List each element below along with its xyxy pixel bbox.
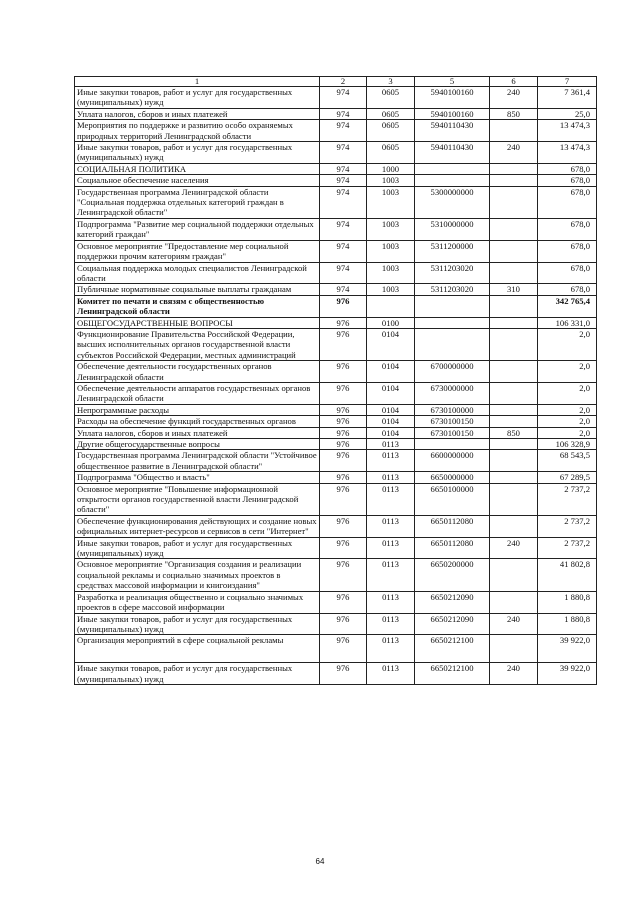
row-admin-code-cell: 976 xyxy=(320,427,367,438)
table-row xyxy=(75,142,597,164)
row-section-code-cell: 1003 xyxy=(367,186,415,218)
row-name-cell: Основное мероприятие "Предоставление мер социальной поддержки прочим категориям граждан" xyxy=(75,240,320,262)
row-expense-type-cell: 850 xyxy=(490,108,538,119)
row-name-cell: ОБЩЕГОСУДАРСТВЕННЫЕ ВОПРОСЫ xyxy=(75,317,320,328)
table-row xyxy=(75,108,597,119)
row-target-code-cell: 5311203020 xyxy=(415,284,490,295)
table-row xyxy=(75,427,597,438)
row-section-code-cell: 0104 xyxy=(367,404,415,415)
row-admin-code-cell: 976 xyxy=(320,439,367,450)
row-target-code-cell: 6650000000 xyxy=(415,472,490,483)
row-section-code-cell: 1003 xyxy=(367,175,415,186)
row-amount-cell: 106 331,0 xyxy=(538,317,597,328)
header-col-3: 3 xyxy=(367,77,415,87)
row-amount-cell: 678,0 xyxy=(538,175,597,186)
table-row xyxy=(75,537,597,559)
row-expense-type-cell xyxy=(490,591,538,613)
row-expense-type-cell xyxy=(490,439,538,450)
row-expense-type-cell: 310 xyxy=(490,284,538,295)
row-expense-type-cell xyxy=(490,361,538,383)
row-section-code-cell: 0605 xyxy=(367,87,415,109)
table-row xyxy=(75,559,597,591)
row-section-code-cell: 0113 xyxy=(367,439,415,450)
row-section-code-cell: 0605 xyxy=(367,108,415,119)
row-amount-cell: 2,0 xyxy=(538,427,597,438)
row-section-code-cell: 0113 xyxy=(367,613,415,635)
row-name-cell: СОЦИАЛЬНАЯ ПОЛИТИКА xyxy=(75,163,320,174)
row-admin-code-cell: 976 xyxy=(320,450,367,472)
row-admin-code-cell: 976 xyxy=(320,295,367,317)
row-target-code-cell xyxy=(415,163,490,174)
row-name-cell: Обеспечение деятельности государственных органов Ленинградской области xyxy=(75,361,320,383)
row-target-code-cell: 6650112080 xyxy=(415,515,490,537)
row-amount-cell: 7 361,4 xyxy=(538,87,597,109)
row-section-code-cell: 0113 xyxy=(367,559,415,591)
table-row xyxy=(75,483,597,515)
row-expense-type-cell xyxy=(490,450,538,472)
row-admin-code-cell: 976 xyxy=(320,361,367,383)
table-row xyxy=(75,328,597,360)
row-amount-cell: 67 289,5 xyxy=(538,472,597,483)
row-target-code-cell xyxy=(415,328,490,360)
row-amount-cell: 2,0 xyxy=(538,382,597,404)
row-expense-type-cell xyxy=(490,472,538,483)
row-amount-cell: 678,0 xyxy=(538,240,597,262)
row-section-code-cell: 0113 xyxy=(367,537,415,559)
row-target-code-cell xyxy=(415,317,490,328)
row-amount-cell: 13 474,3 xyxy=(538,142,597,164)
row-admin-code-cell: 976 xyxy=(320,613,367,635)
table-row xyxy=(75,472,597,483)
row-admin-code-cell: 976 xyxy=(320,416,367,427)
row-name-cell: Подпрограмма "Общество и власть" xyxy=(75,472,320,483)
row-name-cell: Социальное обеспечение населения xyxy=(75,175,320,186)
row-admin-code-cell: 976 xyxy=(320,663,367,685)
row-target-code-cell: 6650212090 xyxy=(415,613,490,635)
budget-table xyxy=(74,76,597,685)
row-expense-type-cell xyxy=(490,416,538,427)
row-name-cell: Иные закупки товаров, работ и услуг для государственных (муниципальных) нужд xyxy=(75,613,320,635)
row-section-code-cell: 0113 xyxy=(367,591,415,613)
row-admin-code-cell: 974 xyxy=(320,218,367,240)
row-amount-cell: 41 802,8 xyxy=(538,559,597,591)
row-expense-type-cell: 240 xyxy=(490,537,538,559)
row-target-code-cell: 5940110430 xyxy=(415,142,490,164)
row-name-cell: Обеспечение функционирования действующих и создание новых официальных интернет-ресурсов и сервисов в сети "Интернет" xyxy=(75,515,320,537)
table-row xyxy=(75,87,597,109)
row-target-code-cell: 5311200000 xyxy=(415,240,490,262)
table-row xyxy=(75,515,597,537)
row-amount-cell: 25,0 xyxy=(538,108,597,119)
row-amount-cell: 2,0 xyxy=(538,404,597,415)
row-name-cell: Другие общегосударственные вопросы xyxy=(75,439,320,450)
row-amount-cell: 2 737,2 xyxy=(538,515,597,537)
row-name-cell: Подпрограмма "Развитие мер социальной поддержки отдельных категорий граждан" xyxy=(75,218,320,240)
table-row xyxy=(75,439,597,450)
row-admin-code-cell: 976 xyxy=(320,635,367,663)
row-target-code-cell: 6700000000 xyxy=(415,361,490,383)
row-amount-cell: 678,0 xyxy=(538,163,597,174)
row-section-code-cell: 1000 xyxy=(367,163,415,174)
table-row xyxy=(75,450,597,472)
row-target-code-cell: 6730100000 xyxy=(415,404,490,415)
row-name-cell: Иные закупки товаров, работ и услуг для государственных (муниципальных) нужд xyxy=(75,142,320,164)
row-target-code-cell: 6650212100 xyxy=(415,635,490,663)
row-expense-type-cell xyxy=(490,483,538,515)
table-row xyxy=(75,120,597,142)
row-admin-code-cell: 974 xyxy=(320,262,367,284)
row-name-cell: Иные закупки товаров, работ и услуг для государственных (муниципальных) нужд xyxy=(75,87,320,109)
row-expense-type-cell: 240 xyxy=(490,142,538,164)
row-name-cell: Комитет по печати и связям с общественностью Ленинградской области xyxy=(75,295,320,317)
row-expense-type-cell xyxy=(490,262,538,284)
row-admin-code-cell: 976 xyxy=(320,404,367,415)
row-admin-code-cell: 976 xyxy=(320,472,367,483)
row-name-cell: Основное мероприятие "Организация создания и реализации социальной рекламы и социально значимых проектов в средствах массовой информации и книгоиздания" xyxy=(75,559,320,591)
row-target-code-cell: 5940100160 xyxy=(415,87,490,109)
table-row xyxy=(75,262,597,284)
row-admin-code-cell: 974 xyxy=(320,120,367,142)
table-row xyxy=(75,635,597,663)
row-name-cell: Социальная поддержка молодых специалистов Ленинградской области xyxy=(75,262,320,284)
table-row xyxy=(75,613,597,635)
row-expense-type-cell: 240 xyxy=(490,663,538,685)
row-section-code-cell: 0113 xyxy=(367,515,415,537)
budget-table-body xyxy=(75,77,597,685)
row-amount-cell: 2 737,2 xyxy=(538,483,597,515)
table-row xyxy=(75,382,597,404)
row-target-code-cell: 6730100150 xyxy=(415,427,490,438)
row-admin-code-cell: 974 xyxy=(320,108,367,119)
table-row xyxy=(75,295,597,317)
row-expense-type-cell: 240 xyxy=(490,87,538,109)
row-section-code-cell: 0113 xyxy=(367,472,415,483)
table-row xyxy=(75,218,597,240)
row-admin-code-cell: 974 xyxy=(320,284,367,295)
row-amount-cell: 1 880,8 xyxy=(538,591,597,613)
header-col-2: 2 xyxy=(320,77,367,87)
row-admin-code-cell: 976 xyxy=(320,483,367,515)
row-name-cell: Мероприятия по поддержке и развитию особо охраняемых природных территорий Ленинградской области xyxy=(75,120,320,142)
row-name-cell: Уплата налогов, сборов и иных платежей xyxy=(75,427,320,438)
row-amount-cell: 342 765,4 xyxy=(538,295,597,317)
row-name-cell: Основное мероприятие "Повышение информационной открытости органов государственной власти Ленинградской области" xyxy=(75,483,320,515)
row-expense-type-cell: 850 xyxy=(490,427,538,438)
row-name-cell: Иные закупки товаров, работ и услуг для государственных (муниципальных) нужд xyxy=(75,537,320,559)
row-amount-cell: 39 922,0 xyxy=(538,635,597,663)
table-row xyxy=(75,163,597,174)
row-target-code-cell: 5940100160 xyxy=(415,108,490,119)
row-section-code-cell: 0605 xyxy=(367,120,415,142)
row-target-code-cell: 6730000000 xyxy=(415,382,490,404)
row-admin-code-cell: 976 xyxy=(320,537,367,559)
table-row xyxy=(75,591,597,613)
row-section-code-cell: 0605 xyxy=(367,142,415,164)
row-expense-type-cell xyxy=(490,175,538,186)
row-expense-type-cell: 240 xyxy=(490,613,538,635)
row-name-cell: Публичные нормативные социальные выплаты гражданам xyxy=(75,284,320,295)
row-section-code-cell: 0113 xyxy=(367,635,415,663)
row-expense-type-cell xyxy=(490,515,538,537)
row-amount-cell: 39 922,0 xyxy=(538,663,597,685)
row-target-code-cell: 5300000000 xyxy=(415,186,490,218)
row-name-cell: Государственная программа Ленинградской области "Устойчивое общественное развитие в Ленинградской области" xyxy=(75,450,320,472)
row-expense-type-cell xyxy=(490,240,538,262)
row-amount-cell: 2,0 xyxy=(538,416,597,427)
row-amount-cell: 106 328,9 xyxy=(538,439,597,450)
row-amount-cell: 678,0 xyxy=(538,186,597,218)
row-admin-code-cell: 974 xyxy=(320,186,367,218)
row-target-code-cell: 5311203020 xyxy=(415,262,490,284)
row-expense-type-cell xyxy=(490,120,538,142)
table-row xyxy=(75,284,597,295)
header-col-1: 1 xyxy=(75,77,320,87)
header-row xyxy=(75,77,597,87)
row-admin-code-cell: 976 xyxy=(320,559,367,591)
row-name-cell: Государственная программа Ленинградской области "Социальная поддержка отдельных категорий граждан в Ленинградской области" xyxy=(75,186,320,218)
row-name-cell: Организация мероприятий в сфере социальной рекламы xyxy=(75,635,320,663)
row-section-code-cell: 0104 xyxy=(367,382,415,404)
row-target-code-cell: 6650100000 xyxy=(415,483,490,515)
table-row xyxy=(75,175,597,186)
table-row xyxy=(75,186,597,218)
row-section-code-cell: 0104 xyxy=(367,416,415,427)
row-amount-cell: 2,0 xyxy=(538,328,597,360)
row-name-cell: Разработка и реализация общественно и социально значимых проектов в сфере массовой информации xyxy=(75,591,320,613)
row-section-code-cell xyxy=(367,295,415,317)
row-target-code-cell: 6730100150 xyxy=(415,416,490,427)
row-section-code-cell: 0113 xyxy=(367,483,415,515)
header-col-7: 7 xyxy=(538,77,597,87)
table-row xyxy=(75,663,597,685)
row-section-code-cell: 0104 xyxy=(367,328,415,360)
row-target-code-cell xyxy=(415,295,490,317)
table-row xyxy=(75,240,597,262)
row-admin-code-cell: 976 xyxy=(320,515,367,537)
row-amount-cell: 678,0 xyxy=(538,218,597,240)
row-name-cell: Обеспечение деятельности аппаратов государственных органов Ленинградской области xyxy=(75,382,320,404)
row-name-cell: Непрограммные расходы xyxy=(75,404,320,415)
row-target-code-cell: 6600000000 xyxy=(415,450,490,472)
row-name-cell: Уплата налогов, сборов и иных платежей xyxy=(75,108,320,119)
row-admin-code-cell: 976 xyxy=(320,591,367,613)
row-section-code-cell: 1003 xyxy=(367,218,415,240)
table-row xyxy=(75,317,597,328)
header-col-5: 5 xyxy=(415,77,490,87)
row-amount-cell: 2 737,2 xyxy=(538,537,597,559)
row-expense-type-cell xyxy=(490,559,538,591)
row-section-code-cell: 0113 xyxy=(367,663,415,685)
row-section-code-cell: 1003 xyxy=(367,262,415,284)
row-target-code-cell: 5310000000 xyxy=(415,218,490,240)
row-expense-type-cell xyxy=(490,163,538,174)
row-section-code-cell: 1003 xyxy=(367,240,415,262)
row-amount-cell: 1 880,8 xyxy=(538,613,597,635)
table-row xyxy=(75,361,597,383)
row-expense-type-cell xyxy=(490,382,538,404)
row-target-code-cell: 6650212090 xyxy=(415,591,490,613)
table-row xyxy=(75,404,597,415)
row-target-code-cell xyxy=(415,175,490,186)
header-col-6: 6 xyxy=(490,77,538,87)
row-expense-type-cell xyxy=(490,404,538,415)
row-expense-type-cell xyxy=(490,295,538,317)
row-section-code-cell: 1003 xyxy=(367,284,415,295)
row-section-code-cell: 0100 xyxy=(367,317,415,328)
page-number: 64 xyxy=(315,857,325,866)
row-expense-type-cell xyxy=(490,317,538,328)
row-amount-cell: 68 543,5 xyxy=(538,450,597,472)
row-admin-code-cell: 974 xyxy=(320,87,367,109)
row-section-code-cell: 0113 xyxy=(367,450,415,472)
row-expense-type-cell xyxy=(490,218,538,240)
row-amount-cell: 13 474,3 xyxy=(538,120,597,142)
row-admin-code-cell: 976 xyxy=(320,382,367,404)
row-admin-code-cell: 976 xyxy=(320,328,367,360)
row-amount-cell: 678,0 xyxy=(538,262,597,284)
row-target-code-cell xyxy=(415,439,490,450)
row-target-code-cell: 5940110430 xyxy=(415,120,490,142)
row-name-cell: Расходы на обеспечение функций государственных органов xyxy=(75,416,320,427)
row-section-code-cell: 0104 xyxy=(367,361,415,383)
row-admin-code-cell: 974 xyxy=(320,175,367,186)
row-amount-cell: 2,0 xyxy=(538,361,597,383)
row-section-code-cell: 0104 xyxy=(367,427,415,438)
table-row xyxy=(75,416,597,427)
row-expense-type-cell xyxy=(490,186,538,218)
row-name-cell: Иные закупки товаров, работ и услуг для государственных (муниципальных) нужд xyxy=(75,663,320,685)
row-name-cell: Функционирование Правительства Российской Федерации, высших исполнительных органов государственной власти субъектов Российской Федерации, местных администраций xyxy=(75,328,320,360)
row-target-code-cell: 6650200000 xyxy=(415,559,490,591)
row-target-code-cell: 6650212100 xyxy=(415,663,490,685)
row-expense-type-cell xyxy=(490,328,538,360)
row-admin-code-cell: 976 xyxy=(320,317,367,328)
row-admin-code-cell: 974 xyxy=(320,163,367,174)
row-admin-code-cell: 974 xyxy=(320,240,367,262)
row-expense-type-cell xyxy=(490,635,538,663)
row-admin-code-cell: 974 xyxy=(320,142,367,164)
row-amount-cell: 678,0 xyxy=(538,284,597,295)
row-target-code-cell: 6650112080 xyxy=(415,537,490,559)
